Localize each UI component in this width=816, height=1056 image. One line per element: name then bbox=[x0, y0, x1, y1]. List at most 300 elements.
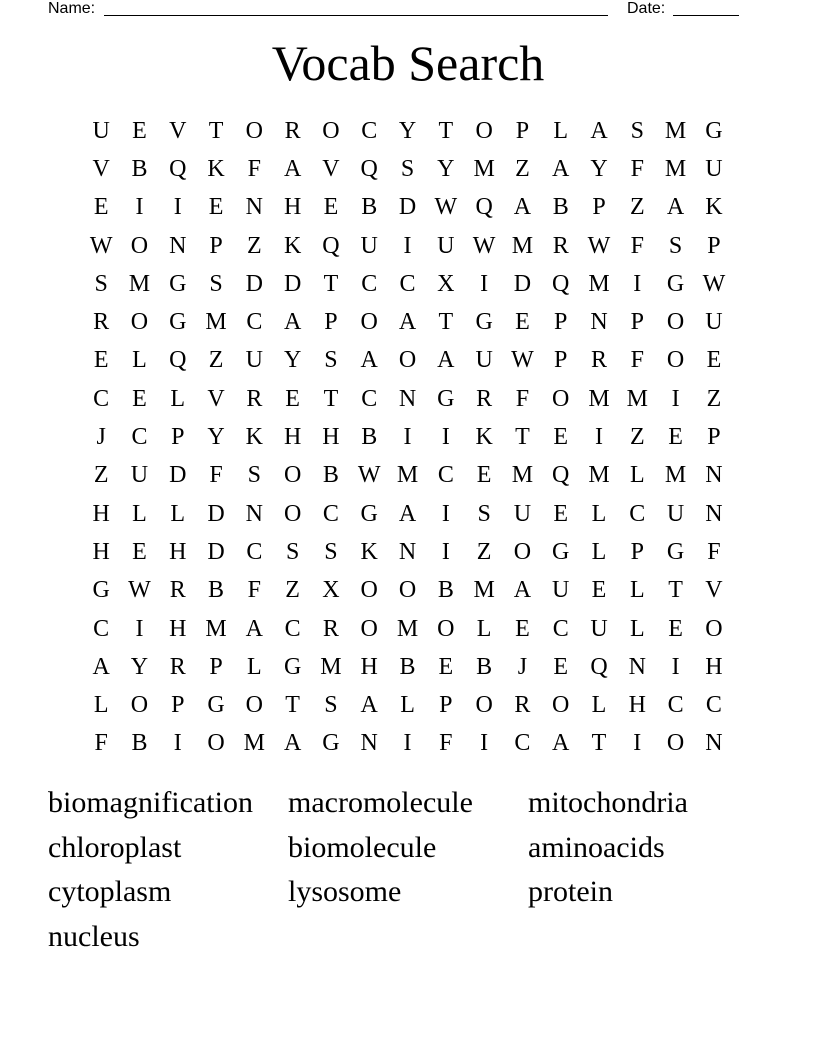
grid-letter: R bbox=[552, 232, 569, 259]
grid-letter: Z bbox=[706, 385, 722, 412]
grid-letter: P bbox=[324, 309, 338, 336]
grid-letter: G bbox=[283, 653, 302, 680]
word-list-item: cytoplasm bbox=[48, 875, 172, 909]
grid-letter: Z bbox=[629, 194, 645, 221]
grid-letter: W bbox=[89, 232, 113, 259]
grid-letter: A bbox=[398, 309, 417, 336]
grid-letter: P bbox=[554, 309, 568, 336]
grid-letter: A bbox=[666, 194, 685, 221]
grid-letter: C bbox=[437, 462, 454, 489]
grid-letter: O bbox=[245, 117, 263, 144]
grid-letter: F bbox=[630, 232, 644, 259]
grid-letter: B bbox=[361, 194, 378, 221]
grid-letter: U bbox=[360, 232, 378, 259]
grid-letter: U bbox=[437, 232, 455, 259]
grid-letter: M bbox=[588, 270, 610, 297]
grid-letter: H bbox=[283, 424, 302, 451]
grid-letter: F bbox=[707, 538, 721, 565]
grid-letter: I bbox=[441, 538, 450, 565]
grid-letter: J bbox=[96, 424, 106, 451]
grid-letter: E bbox=[591, 577, 607, 604]
grid-letter: T bbox=[668, 577, 683, 604]
grid-letter: C bbox=[322, 500, 339, 527]
grid-letter: M bbox=[128, 270, 151, 297]
grid-letter: I bbox=[480, 270, 489, 297]
grid-letter: U bbox=[475, 347, 493, 374]
grid-letter: Y bbox=[590, 155, 608, 182]
grid-letter: M bbox=[664, 462, 687, 489]
word-list-item: nucleus bbox=[48, 920, 140, 954]
grid-letter: F bbox=[94, 730, 108, 757]
grid-letter: C bbox=[361, 270, 378, 297]
grid-letter: E bbox=[668, 424, 683, 451]
grid-letter: H bbox=[322, 424, 340, 451]
grid-letter: G bbox=[169, 270, 187, 297]
grid-letter: W bbox=[511, 347, 534, 374]
grid-letter: L bbox=[247, 653, 262, 680]
grid-letter: P bbox=[209, 232, 223, 259]
grid-letter: A bbox=[552, 155, 570, 182]
grid-letter: O bbox=[552, 692, 570, 719]
grid-letter: I bbox=[135, 194, 144, 221]
grid-letter: P bbox=[707, 424, 721, 451]
grid-letter: N bbox=[245, 194, 263, 221]
grid-letter: G bbox=[552, 538, 570, 565]
grid-letter: C bbox=[284, 615, 301, 642]
grid-letter: O bbox=[552, 385, 570, 412]
grid-letter: N bbox=[705, 462, 723, 489]
grid-letter: O bbox=[513, 538, 532, 565]
grid-letter: P bbox=[515, 117, 530, 144]
grid-letter: F bbox=[630, 347, 644, 374]
grid-letter: R bbox=[322, 615, 339, 642]
grid-letter: L bbox=[591, 500, 607, 527]
grid-letter: R bbox=[169, 577, 186, 604]
grid-letter: D bbox=[169, 462, 187, 489]
date-label: Date: bbox=[627, 0, 666, 17]
grid-letter: G bbox=[92, 577, 110, 604]
grid-letter: M bbox=[205, 309, 227, 336]
grid-letter: L bbox=[591, 692, 607, 719]
grid-letter: T bbox=[323, 385, 339, 412]
grid-letter: B bbox=[552, 194, 569, 221]
grid-letter: G bbox=[705, 117, 723, 144]
grid-letter: W bbox=[128, 577, 151, 604]
grid-letter: O bbox=[130, 692, 149, 719]
grid-letter: O bbox=[245, 692, 263, 719]
grid-letter: Z bbox=[515, 155, 530, 182]
grid-letter: A bbox=[283, 730, 302, 757]
grid-letter: G bbox=[207, 692, 225, 719]
name-label: Name: bbox=[48, 0, 96, 17]
grid-letter: F bbox=[630, 155, 644, 182]
grid-letter: A bbox=[398, 500, 417, 527]
grid-letter: N bbox=[590, 309, 608, 336]
grid-letter: S bbox=[324, 692, 338, 719]
grid-letter: N bbox=[245, 500, 263, 527]
grid-letter: C bbox=[246, 538, 263, 565]
grid-letter: L bbox=[629, 577, 645, 604]
grid-letter: I bbox=[173, 194, 182, 221]
grid-letter: B bbox=[131, 155, 148, 182]
grid-letter: M bbox=[511, 462, 534, 489]
grid-letter: E bbox=[208, 194, 224, 221]
grid-letter: M bbox=[473, 577, 495, 604]
grid-letter: Y bbox=[207, 424, 225, 451]
grid-letter: C bbox=[399, 270, 416, 297]
grid-letter: Q bbox=[322, 232, 340, 259]
grid-letter: G bbox=[475, 309, 493, 336]
grid-letter: S bbox=[285, 538, 300, 565]
grid-letter: Q bbox=[552, 270, 570, 297]
grid-letter: I bbox=[441, 500, 450, 527]
grid-letter: A bbox=[245, 615, 263, 642]
grid-letter: L bbox=[400, 692, 415, 719]
grid-letter: Q bbox=[169, 155, 187, 182]
grid-letter: V bbox=[207, 385, 225, 412]
grid-letter: O bbox=[705, 615, 723, 642]
word-list-item: chloroplast bbox=[48, 830, 182, 864]
grid-letter: L bbox=[553, 117, 569, 144]
grid-letter: S bbox=[477, 500, 491, 527]
grid-letter: T bbox=[591, 730, 607, 757]
word-list-item: biomagnification bbox=[48, 786, 253, 819]
grid-letter: Z bbox=[476, 538, 492, 565]
grid-letter: Z bbox=[93, 462, 109, 489]
grid-letter: L bbox=[132, 347, 147, 374]
grid-letter: Z bbox=[247, 232, 262, 259]
name-blank-line bbox=[104, 15, 608, 16]
grid-letter: O bbox=[130, 309, 149, 336]
grid-letter: Y bbox=[130, 653, 149, 680]
grid-letter: U bbox=[705, 155, 723, 182]
grid-letter: S bbox=[324, 538, 338, 565]
grid-letter: E bbox=[515, 615, 530, 642]
grid-letter: H bbox=[628, 692, 646, 719]
grid-letter: B bbox=[131, 730, 148, 757]
grid-letter: E bbox=[93, 347, 109, 374]
grid-letter: O bbox=[283, 462, 302, 489]
grid-letter: Y bbox=[398, 117, 417, 144]
grid-letter: E bbox=[93, 194, 109, 221]
letter-grid bbox=[82, 112, 733, 763]
grid-letter: I bbox=[135, 615, 144, 642]
grid-letter: Y bbox=[437, 155, 455, 182]
grid-letter: M bbox=[588, 385, 610, 412]
grid-letter: I bbox=[441, 424, 450, 451]
grid-letter: U bbox=[552, 577, 570, 604]
grid-letter: P bbox=[630, 309, 644, 336]
grid-letter: O bbox=[322, 117, 340, 144]
grid-letter: E bbox=[706, 347, 722, 374]
grid-letter: Q bbox=[169, 347, 187, 374]
grid-letter: O bbox=[360, 577, 378, 604]
grid-letter: U bbox=[513, 500, 532, 527]
grid-letter: H bbox=[92, 538, 110, 565]
grid-letter: W bbox=[587, 232, 611, 259]
word-list-item: protein bbox=[528, 875, 613, 909]
page-title: Vocab Search bbox=[271, 35, 545, 91]
grid-letter: G bbox=[666, 270, 685, 297]
grid-letter: Q bbox=[360, 155, 378, 182]
grid-letter: C bbox=[93, 615, 110, 642]
grid-letter: M bbox=[396, 615, 419, 642]
grid-letter: Q bbox=[475, 194, 493, 221]
grid-letter: P bbox=[707, 232, 721, 259]
grid-letter: O bbox=[666, 347, 685, 374]
grid-letter: N bbox=[628, 653, 646, 680]
grid-letter: D bbox=[207, 500, 225, 527]
grid-letter: I bbox=[633, 730, 642, 757]
grid-letter: A bbox=[360, 347, 378, 374]
grid-letter: V bbox=[92, 155, 110, 182]
grid-letter: N bbox=[705, 730, 723, 757]
grid-letter: K bbox=[360, 538, 378, 565]
grid-letter: Y bbox=[283, 347, 302, 374]
grid-letter: O bbox=[398, 347, 417, 374]
grid-letter: V bbox=[705, 577, 723, 604]
grid-letter: P bbox=[592, 194, 606, 221]
grid-letter: E bbox=[553, 653, 569, 680]
grid-letter: A bbox=[283, 155, 302, 182]
grid-letter: X bbox=[437, 270, 455, 297]
grid-letter: I bbox=[173, 730, 182, 757]
grid-letter: F bbox=[247, 155, 262, 182]
grid-letter: T bbox=[285, 692, 300, 719]
grid-letter: W bbox=[357, 462, 381, 489]
grid-letter: O bbox=[475, 117, 493, 144]
grid-letter: H bbox=[360, 653, 378, 680]
grid-letter: T bbox=[515, 424, 530, 451]
grid-letter: R bbox=[476, 385, 493, 412]
grid-letter: F bbox=[209, 462, 223, 489]
grid-letter: P bbox=[171, 692, 185, 719]
grid-letter: B bbox=[399, 653, 416, 680]
grid-letter: R bbox=[246, 385, 263, 412]
grid-letter: G bbox=[360, 500, 378, 527]
grid-letter: T bbox=[208, 117, 224, 144]
grid-letter: B bbox=[476, 653, 493, 680]
grid-letter: R bbox=[514, 692, 531, 719]
grid-letter: N bbox=[705, 500, 723, 527]
grid-letter: Z bbox=[208, 347, 224, 374]
grid-letter: M bbox=[626, 385, 648, 412]
grid-letter: T bbox=[438, 117, 454, 144]
grid-letter: H bbox=[92, 500, 110, 527]
grid-letter: V bbox=[169, 117, 187, 144]
grid-letter: K bbox=[207, 155, 225, 182]
grid-letter: P bbox=[554, 347, 568, 374]
grid-letter: O bbox=[360, 615, 378, 642]
grid-letter: D bbox=[207, 538, 225, 565]
grid-letter: D bbox=[283, 270, 302, 297]
grid-letter: E bbox=[476, 462, 492, 489]
grid-letter: R bbox=[93, 309, 110, 336]
worksheet-header bbox=[0, 0, 816, 20]
grid-letter: I bbox=[671, 385, 680, 412]
word-list-item: macromolecule bbox=[288, 786, 473, 819]
grid-letter: C bbox=[705, 692, 722, 719]
grid-letter: N bbox=[398, 385, 417, 412]
grid-letter: S bbox=[630, 117, 644, 144]
grid-letter: M bbox=[243, 730, 265, 757]
grid-letter: E bbox=[668, 615, 683, 642]
grid-letter: A bbox=[513, 577, 532, 604]
grid-letter: F bbox=[439, 730, 453, 757]
grid-letter: E bbox=[553, 500, 569, 527]
grid-letter: M bbox=[664, 117, 687, 144]
grid-letter: A bbox=[552, 730, 570, 757]
grid-letter: I bbox=[595, 424, 603, 451]
grid-letter: A bbox=[283, 309, 302, 336]
grid-letter: L bbox=[476, 615, 492, 642]
grid-letter: A bbox=[92, 653, 110, 680]
grid-letter: L bbox=[629, 615, 645, 642]
grid-letter: O bbox=[283, 500, 302, 527]
grid-letter: O bbox=[437, 615, 455, 642]
grid-letter: U bbox=[92, 117, 110, 144]
grid-letter: L bbox=[591, 538, 607, 565]
grid-letter: D bbox=[513, 270, 532, 297]
grid-letter: B bbox=[208, 577, 225, 604]
grid-letter: R bbox=[284, 117, 301, 144]
grid-letter: X bbox=[322, 577, 340, 604]
grid-letter: E bbox=[285, 385, 300, 412]
grid-letter: R bbox=[591, 347, 608, 374]
grid-letter: G bbox=[437, 385, 455, 412]
grid-letter: H bbox=[169, 538, 187, 565]
grid-letter: O bbox=[360, 309, 378, 336]
grid-letter: E bbox=[515, 309, 530, 336]
grid-letter: J bbox=[517, 653, 528, 680]
grid-letter: M bbox=[320, 653, 342, 680]
grid-letter: P bbox=[171, 424, 185, 451]
grid-letter: I bbox=[480, 730, 489, 757]
grid-letter: H bbox=[169, 615, 187, 642]
grid-letter: S bbox=[94, 270, 108, 297]
grid-letter: W bbox=[702, 270, 726, 297]
grid-letter: P bbox=[630, 538, 644, 565]
grid-letter: E bbox=[132, 538, 147, 565]
grid-letter: T bbox=[438, 309, 454, 336]
grid-letter: O bbox=[666, 309, 685, 336]
grid-letter: R bbox=[169, 653, 186, 680]
grid-letter: C bbox=[246, 309, 263, 336]
grid-letter: I bbox=[633, 270, 642, 297]
grid-letter: A bbox=[360, 692, 378, 719]
grid-letter: U bbox=[130, 462, 149, 489]
grid-letter: V bbox=[322, 155, 340, 182]
grid-letter: C bbox=[131, 424, 148, 451]
grid-letter: B bbox=[437, 577, 454, 604]
grid-letter: C bbox=[514, 730, 531, 757]
grid-letter: Q bbox=[552, 462, 570, 489]
grid-letter: C bbox=[667, 692, 684, 719]
grid-letter: F bbox=[247, 577, 262, 604]
grid-letter: I bbox=[671, 653, 680, 680]
grid-letter: P bbox=[439, 692, 453, 719]
grid-letter: D bbox=[398, 194, 417, 221]
grid-letter: W bbox=[434, 194, 458, 221]
grid-letter: M bbox=[511, 232, 534, 259]
grid-letter: O bbox=[475, 692, 493, 719]
grid-letter: C bbox=[93, 385, 110, 412]
grid-letter: A bbox=[590, 117, 608, 144]
grid-letter: W bbox=[472, 232, 496, 259]
grid-letter: C bbox=[629, 500, 646, 527]
grid-letter: L bbox=[170, 500, 186, 527]
grid-letter: M bbox=[473, 155, 495, 182]
grid-letter: O bbox=[398, 577, 417, 604]
grid-letter: T bbox=[323, 270, 339, 297]
grid-letter: Z bbox=[629, 424, 645, 451]
grid-letter: U bbox=[705, 309, 723, 336]
grid-letter: M bbox=[664, 155, 687, 182]
grid-letter: N bbox=[169, 232, 187, 259]
word-list-item: lysosome bbox=[288, 875, 402, 909]
grid-letter: K bbox=[245, 424, 263, 451]
grid-letter: H bbox=[283, 194, 302, 221]
grid-letter: S bbox=[324, 347, 338, 374]
word-list bbox=[48, 781, 768, 960]
grid-letter: G bbox=[666, 538, 685, 565]
grid-letter: M bbox=[396, 462, 419, 489]
grid-letter: Q bbox=[590, 653, 608, 680]
grid-letter: K bbox=[283, 232, 302, 259]
grid-letter: C bbox=[361, 385, 378, 412]
grid-letter: L bbox=[170, 385, 186, 412]
date-blank-line bbox=[673, 15, 739, 16]
grid-letter: U bbox=[590, 615, 608, 642]
grid-letter: M bbox=[205, 615, 227, 642]
grid-letter: I bbox=[403, 232, 412, 259]
grid-letter: G bbox=[169, 309, 187, 336]
grid-letter: S bbox=[247, 462, 262, 489]
grid-letter: O bbox=[130, 232, 149, 259]
grid-letter: E bbox=[438, 653, 454, 680]
grid-letter: S bbox=[668, 232, 683, 259]
grid-letter: M bbox=[588, 462, 610, 489]
grid-letter: S bbox=[400, 155, 415, 182]
grid-letter: O bbox=[207, 730, 225, 757]
grid-letter: N bbox=[398, 538, 417, 565]
grid-letter: L bbox=[93, 692, 109, 719]
grid-letter: B bbox=[322, 462, 339, 489]
grid-letter: P bbox=[209, 653, 223, 680]
grid-letter: D bbox=[245, 270, 263, 297]
grid-letter: N bbox=[360, 730, 378, 757]
grid-letter: U bbox=[666, 500, 685, 527]
grid-letter: E bbox=[132, 385, 147, 412]
grid-letter: A bbox=[437, 347, 455, 374]
grid-letter: E bbox=[132, 117, 147, 144]
grid-letter: U bbox=[245, 347, 263, 374]
grid-letter: K bbox=[705, 194, 723, 221]
grid-letter: H bbox=[705, 653, 723, 680]
word-list-item: mitochondria bbox=[528, 786, 688, 819]
grid-letter: B bbox=[361, 424, 378, 451]
word-list-item: aminoacids bbox=[528, 830, 665, 864]
grid-letter: G bbox=[322, 730, 340, 757]
grid-letter: I bbox=[403, 730, 412, 757]
grid-letter: Z bbox=[285, 577, 300, 604]
grid-letter: S bbox=[209, 270, 223, 297]
grid-letter: C bbox=[552, 615, 569, 642]
word-list-item: biomolecule bbox=[288, 830, 437, 864]
grid-letter: O bbox=[666, 730, 685, 757]
grid-letter: A bbox=[513, 194, 532, 221]
grid-letter: I bbox=[403, 424, 412, 451]
